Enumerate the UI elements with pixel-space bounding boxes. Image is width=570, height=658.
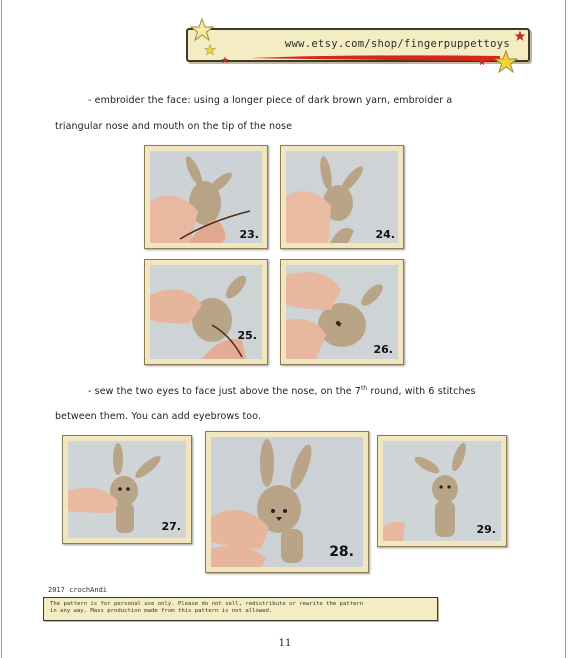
- notice-line: in any way. Mass production made from this pattern is not allowed.: [50, 608, 273, 614]
- step-number: 23.: [239, 228, 259, 241]
- page-number: 11: [278, 638, 292, 649]
- instruction-text: round, with 6 stitches: [367, 386, 476, 398]
- instruction-line: between them. You can add eyebrows too.: [55, 411, 262, 422]
- bunny-photo-image: [150, 265, 262, 359]
- step-photo: [205, 431, 369, 573]
- step-number: 26.: [373, 343, 393, 356]
- star-icon: [190, 18, 214, 42]
- step-photo: [280, 259, 404, 365]
- instruction-line: - embroider the face: using a longer piece of dark brown yarn, embroider a: [88, 95, 453, 106]
- step-number: 29.: [476, 523, 496, 536]
- star-icon: [478, 58, 486, 66]
- step-number: 27.: [161, 520, 181, 533]
- page-border-left: [1, 0, 2, 658]
- copyright-text: 2017 crochAndi: [48, 586, 108, 594]
- star-icon: [221, 56, 229, 64]
- instruction-text: - sew the two eyes to face just above the nose, on the 7: [88, 386, 361, 398]
- instruction-line: triangular nose and mouth on the tip of the nose: [55, 121, 293, 132]
- step-number: 24.: [375, 228, 395, 241]
- star-icon: [204, 44, 216, 56]
- instruction-line: [88, 385, 476, 397]
- ordinal-suffix: th: [360, 385, 368, 392]
- red-swoosh-decoration: [250, 52, 500, 64]
- page-border-right: [565, 0, 566, 658]
- star-icon: [514, 30, 526, 42]
- shop-url[interactable]: www.etsy.com/shop/fingerpuppettoys: [284, 38, 510, 50]
- usage-notice-box: [43, 597, 438, 621]
- notice-line: The pattern is for personal use only. Please do not sell, redistribute or rewrite the pattern: [50, 601, 364, 607]
- step-photo: [280, 145, 404, 249]
- usage-notice-text: [50, 601, 431, 615]
- step-photo: [144, 259, 268, 365]
- step-number: 28.: [329, 544, 354, 560]
- step-photo: [62, 435, 192, 544]
- step-photo: [144, 145, 268, 249]
- step-photo: [377, 435, 507, 547]
- step-number: 25.: [237, 329, 257, 342]
- star-icon: [494, 50, 518, 74]
